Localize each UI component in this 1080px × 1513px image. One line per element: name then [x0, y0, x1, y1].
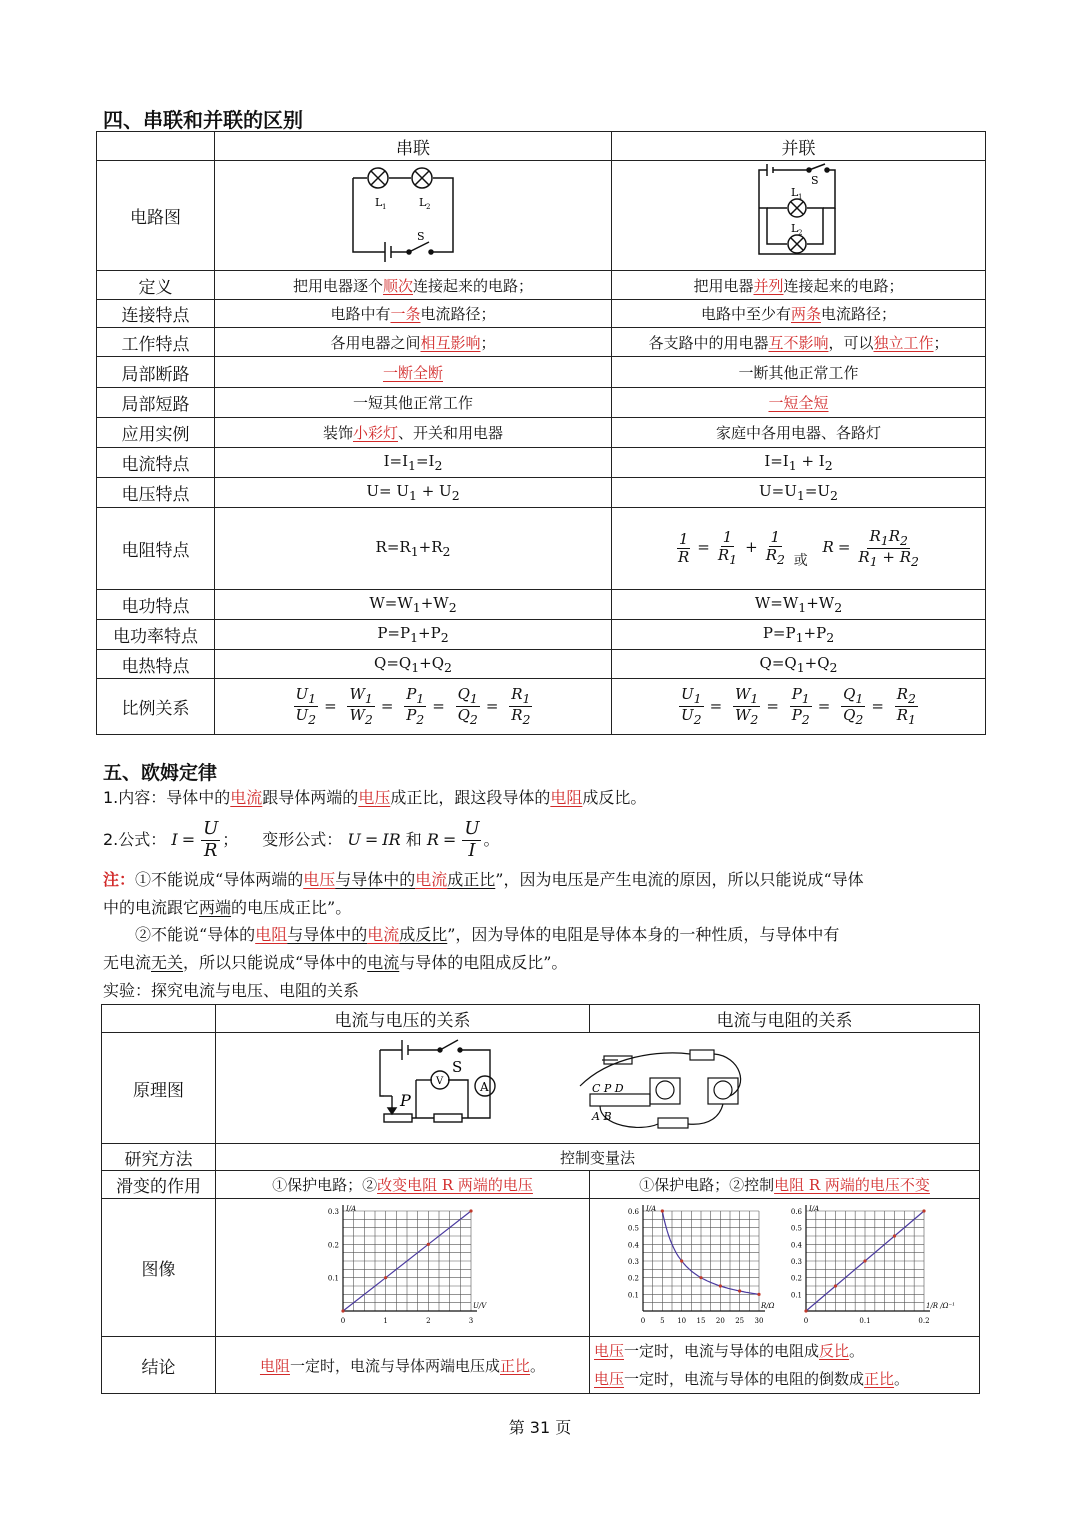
row-label-conclusion: 结论 — [102, 1337, 216, 1394]
row-label-method: 研究方法 — [102, 1144, 216, 1171]
ohm-formula: 2.公式： I = $\frac{U}{R}$ ； 变形公式： U = IR 和 R = $\frac{U}{I}$ 。 — [103, 818, 500, 861]
method-value: 控制变量法 — [216, 1144, 980, 1171]
x-axis-label: R/Ω — [761, 1301, 775, 1310]
x-tick-label: 0 — [803, 1316, 809, 1325]
section-title-ohm: 五、欧姆定律 — [103, 762, 218, 784]
parallel-open: 一断其他正常工作 — [612, 357, 986, 388]
row-label-current: 电流特点 — [97, 448, 215, 478]
conclusion-1: 电阻一定时，电流与导体两端电压成正比。 — [216, 1337, 590, 1394]
data-point — [700, 1276, 703, 1279]
x-tick-label: 3 — [468, 1316, 473, 1325]
parallel-voltage: $U=U_1=U_2$ — [612, 478, 986, 508]
y-tick-label: 0.1 — [627, 1290, 640, 1299]
row-label-work: 电功特点 — [97, 590, 215, 620]
parallel-working: 各支路中的用电器互不影响，可以独立工作； — [612, 328, 986, 357]
data-point — [804, 1309, 807, 1312]
row-label-connection: 连接特点 — [97, 300, 215, 328]
series-work: $W=W_1+W_2$ — [215, 590, 612, 620]
svg-text:P: P — [400, 1091, 411, 1110]
series-power: $P=P_1+P_2$ — [215, 620, 612, 650]
x-tick-label: 0 — [640, 1316, 646, 1325]
series-example: 装饰小彩灯、开关和用电器 — [215, 418, 612, 448]
row-label-power: 电功率特点 — [97, 620, 215, 650]
series-current: $I=I_1=I_2$ — [215, 448, 612, 478]
header-series: 串联 — [215, 132, 612, 161]
parallel-example: 家庭中各用电器、各路灯 — [612, 418, 986, 448]
y-tick-label: 0.6 — [627, 1207, 640, 1216]
y-tick-label: 0.1 — [327, 1274, 339, 1283]
chart-i-vs-inv-r — [782, 1201, 955, 1331]
parallel-ratio: $\frac{U_1}{U_2}$ = $\frac{W_1}{W_2}$ = $\frac{P_1}{P_2}$ = $\frac{Q_1}{Q_2}$ = $\frac{R_2}{R_1}$ — [612, 679, 986, 735]
section-title-series-parallel: 四、串联和并联的区别 — [103, 108, 303, 132]
x-tick-label: 0.1 — [859, 1316, 871, 1325]
data-point — [661, 1209, 664, 1212]
parallel-power: $P=P_1+P_2$ — [612, 620, 986, 650]
x-tick-label: 2 — [425, 1316, 431, 1325]
y-tick-label: 0.2 — [790, 1274, 802, 1283]
experiment-table — [101, 1004, 980, 1394]
y-tick-label: 0.4 — [790, 1240, 802, 1249]
parallel-current: $I=I_1 + I_2$ — [612, 448, 986, 478]
y-tick-label: 0.3 — [790, 1257, 802, 1266]
svg-text:A: A — [480, 1080, 489, 1094]
row-label-voltage: 电压特点 — [97, 478, 215, 508]
data-point — [922, 1209, 925, 1212]
label-l2: L — [419, 195, 427, 209]
data-point — [680, 1259, 683, 1262]
graph-iu-cell — [216, 1199, 590, 1337]
parallel-work: $W=W_1+W_2$ — [612, 590, 986, 620]
label-l1: L — [375, 195, 383, 209]
rheostat-role-1: ①保护电路；②改变电阻 R 两端的电压 — [216, 1171, 590, 1199]
svg-text:2: 2 — [426, 202, 431, 211]
series-working: 各用电器之间相互影响； — [215, 328, 612, 357]
y-tick-label: 0.2 — [327, 1240, 339, 1249]
row-label-example: 应用实例 — [97, 418, 215, 448]
series-circuit-diagram — [215, 161, 612, 271]
x-tick-label: 10 — [677, 1316, 687, 1325]
data-point — [341, 1309, 344, 1312]
x-tick-label: 20 — [715, 1316, 725, 1325]
parallel-definition: 把用电器并列连接起来的电路； — [612, 271, 986, 300]
parallel-circuit-diagram — [612, 161, 986, 271]
row-label-working: 工作特点 — [97, 328, 215, 357]
y-tick-label: 0.3 — [627, 1257, 640, 1266]
conclusion-2: 电压一定时，电流与导体的电阻成反比。 电压一定时，电流与导体的电阻的倒数成正比。 — [590, 1337, 980, 1394]
x-tick-label: 25 — [735, 1316, 745, 1325]
y-tick-label: 0.2 — [627, 1274, 640, 1283]
data-point — [893, 1234, 896, 1237]
row-label-open: 局部断路 — [97, 357, 215, 388]
ohm-note-2: ②不能说“导体的电阻与导体中的电流成反比”，因为导体的电阻是导体本身的一种性质，与导体中有 无电流无关，所以只能说成“导体中的电流与导体的电阻成反比”。 — [103, 925, 840, 972]
y-axis-label: I/A — [646, 1204, 657, 1213]
x-axis-label: U/V — [472, 1301, 486, 1310]
row-label-principle: 原理图 — [102, 1033, 216, 1144]
svg-text:2: 2 — [797, 228, 802, 237]
header-parallel: 并联 — [612, 132, 986, 161]
svg-text:1: 1 — [382, 202, 387, 211]
y-tick-label: 0.5 — [790, 1224, 802, 1233]
data-point — [738, 1289, 741, 1292]
label-s: S — [417, 229, 425, 243]
x-tick-label: 15 — [696, 1316, 706, 1325]
parallel-resistance: $\frac{1}{R}$ = $\frac{1}{R_1}$ + $\frac{1}{R_2}$ 或 R = $\frac{R_1R_2}{R_1 + R_2}$ — [612, 508, 986, 590]
y-tick-label: 0.6 — [790, 1207, 802, 1216]
parallel-circuit-svg — [749, 164, 849, 264]
series-resistance: $R=R_1+R_2$ — [215, 508, 612, 590]
series-definition: 把用电器逐个顺次连接起来的电路； — [215, 271, 612, 300]
x-tick-label: 30 — [754, 1316, 764, 1325]
data-point — [758, 1292, 761, 1295]
ohm-content: 1.内容：导体中的电流跟导体两端的电压成正比，跟这段导体的电阻成反比。 — [103, 788, 647, 807]
data-point — [384, 1276, 387, 1279]
row-label-heat: 电热特点 — [97, 650, 215, 679]
series-circuit-svg — [353, 166, 473, 262]
series-parallel-table — [96, 131, 986, 735]
series-voltage: $U= U_1 + U_2$ — [215, 478, 612, 508]
series-open: 一断全断 — [215, 357, 612, 388]
row-label-short: 局部短路 — [97, 388, 215, 418]
header-current-resistance: 电流与电阻的关系 — [590, 1005, 980, 1033]
parallel-heat: $Q=Q_1+Q_2$ — [612, 650, 986, 679]
y-tick-label: 0.1 — [790, 1290, 802, 1299]
svg-text:S: S — [452, 1058, 463, 1076]
x-tick-label: 5 — [660, 1316, 665, 1325]
svg-text:L: L — [790, 185, 798, 199]
svg-text:L: L — [790, 221, 798, 235]
rheostat-role-2: ①保护电路；②控制电阻 R 两端的电压不变 — [590, 1171, 980, 1199]
y-tick-label: 0.4 — [627, 1240, 640, 1249]
series-ratio: $\frac{U_1}{U_2}$ = $\frac{W_1}{W_2}$ = $\frac{P_1}{P_2}$ = $\frac{Q_1}{Q_2}$ = $\frac{R_1}{R_2}$ — [215, 679, 612, 735]
x-tick-label: 1 — [382, 1316, 388, 1325]
data-point — [426, 1242, 429, 1245]
graph-ir-cell — [590, 1199, 980, 1337]
y-tick-label: 0.3 — [327, 1207, 339, 1216]
chart-i-vs-r — [617, 1201, 777, 1331]
series-connection: 电路中有一条电流路径； — [215, 300, 612, 328]
x-tick-label: 0.2 — [918, 1316, 930, 1325]
chart-i-vs-u — [313, 1201, 493, 1331]
y-axis-label: I/A — [808, 1204, 820, 1213]
x-tick-label: 0 — [340, 1316, 345, 1325]
row-label-rheostat: 滑变的作用 — [102, 1171, 216, 1199]
data-point — [719, 1284, 722, 1287]
parallel-connection: 电路中至少有两条电流路径； — [612, 300, 986, 328]
header-current-voltage: 电流与电压的关系 — [216, 1005, 590, 1033]
row-label-definition: 定义 — [97, 271, 215, 300]
row-label-resistance: 电阻特点 — [97, 508, 215, 590]
row-label-ratio: 比例关系 — [97, 679, 215, 735]
parallel-short: 一短全短 — [612, 388, 986, 418]
data-point — [834, 1284, 837, 1287]
principle-diagrams — [216, 1033, 980, 1144]
row-label-graph: 图像 — [102, 1199, 216, 1337]
series-heat: $Q=Q_1+Q_2$ — [215, 650, 612, 679]
svg-text:C P D: C P D — [592, 1082, 624, 1095]
y-tick-label: 0.5 — [627, 1224, 640, 1233]
svg-text:S: S — [810, 173, 819, 187]
principle-diagram-svg — [220, 1036, 980, 1136]
y-axis-label: I/A — [345, 1204, 356, 1213]
svg-text:1: 1 — [797, 192, 802, 201]
data-point — [469, 1209, 472, 1212]
svg-text:V: V — [436, 1076, 444, 1087]
ohm-note-1: 注：①不能说成“导体两端的电压与导体中的电流成正比”，因为电压是产生电流的原因，所以只能说成“导体 中的电流跟它两端的电压成正比”。 — [103, 870, 864, 917]
x-axis-label: 1/R /Ω⁻¹ — [925, 1301, 955, 1310]
series-short: 一短其他正常工作 — [215, 388, 612, 418]
experiment-title: 实验：探究电流与电压、电阻的关系 — [103, 981, 360, 1000]
page-number: 第 31 页 — [508, 1418, 572, 1437]
data-point — [863, 1259, 866, 1262]
svg-text:A B: A B — [592, 1110, 612, 1123]
row-label-diagram: 电路图 — [97, 161, 215, 271]
